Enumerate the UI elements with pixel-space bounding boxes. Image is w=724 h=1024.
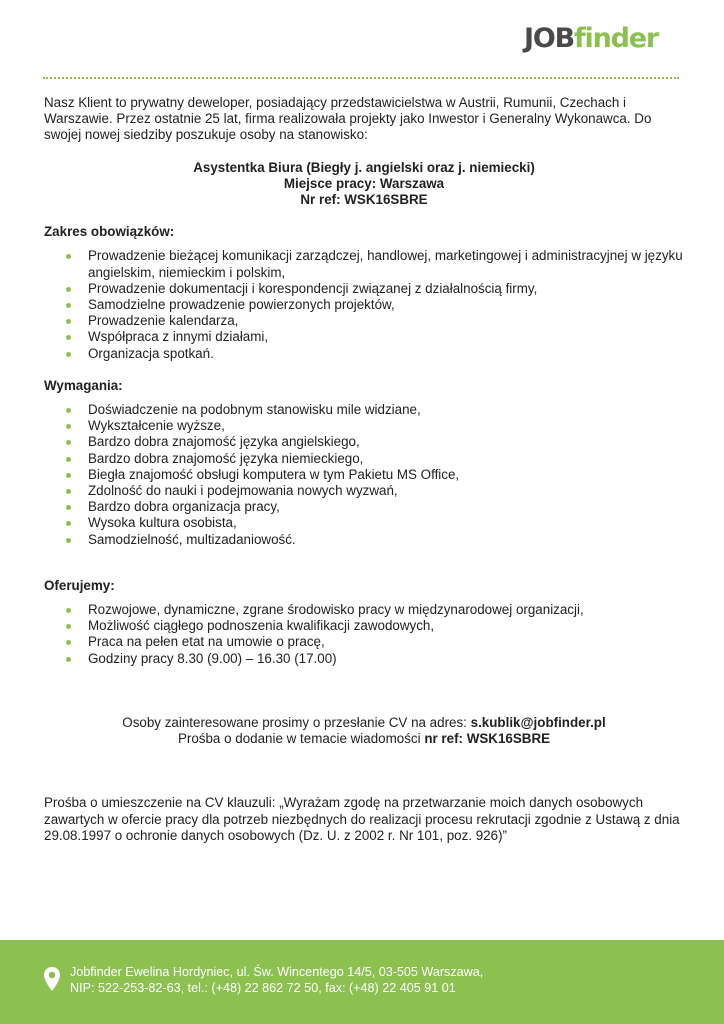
- logo-finder: finder: [574, 23, 658, 54]
- apply-ref: nr ref: WSK16SBRE: [424, 731, 551, 747]
- logo-job: JOB: [524, 23, 575, 54]
- bullet-icon: [66, 489, 71, 494]
- position-block: [44, 160, 684, 209]
- bullet-icon: [66, 408, 71, 413]
- requirement-item: Bardzo dobra znajomość języka angielskiego,: [44, 434, 684, 450]
- apply-line-2: Prośba o dodanie w temacie wiadomości nr ref: WSK16SBRE: [177, 731, 551, 747]
- bullet-icon: [66, 538, 71, 543]
- offer-item: Rozwojowe, dynamiczne, zgrane środowisko pracy w międzynarodowej organizacji,: [44, 602, 684, 618]
- bullet-icon: [66, 457, 71, 462]
- offer-item: Godziny pracy 8.30 (9.00) – 16.30 (17.00): [44, 651, 684, 667]
- requirements-heading: Wymagania:: [44, 377, 123, 393]
- requirement-item: Samodzielność, multizadaniowość.: [44, 532, 684, 548]
- duty-item: Prowadzenie dokumentacji i korespondencji związanej z działalnością firmy,: [44, 281, 684, 297]
- duties-list: [44, 248, 684, 361]
- consent-clause: Prośba o umieszczenie na CV klauzuli: „Wyrażam zgodę na przetwarzanie moich danych osobowych zawartych w ofercie pracy dla potrzeb niezbędnych do realizacji procesu rekrutacji zgodnie z Ustawą z dnia 29.08.1997 o ochronie danych osobowych (Dz. U. z 2002 r. Nr 101, poz. 926)”: [44, 795, 680, 843]
- bullet-icon: [66, 440, 71, 445]
- bullet-icon: [66, 319, 71, 324]
- requirement-item: Zdolność do nauki i podejmowania nowych wyzwań,: [44, 483, 684, 499]
- bullet-icon: [66, 657, 71, 662]
- document-body: [44, 95, 684, 844]
- bullet-icon: [66, 287, 71, 292]
- bullet-icon: [66, 640, 71, 645]
- footer-address: [70, 965, 483, 996]
- requirements-list: [44, 402, 684, 548]
- position-location: Miejsce pracy: Warszawa: [283, 175, 445, 191]
- requirement-item: Wykształcenie wyższe,: [44, 418, 684, 434]
- position-ref: Nr ref: WSK16SBRE: [300, 192, 428, 208]
- bullet-icon: [66, 521, 71, 526]
- apply-line-1: Osoby zainteresowane prosimy o przesłanie CV na adres: s.kublik@jobfinder.pl: [122, 714, 606, 730]
- contact-email-link[interactable]: s.kublik@jobfinder.pl: [470, 714, 606, 730]
- duties-heading: Zakres obowiązków:: [44, 224, 175, 240]
- duty-item: Organizacja spotkań.: [44, 346, 684, 362]
- offer-item: Praca na pełen etat na umowie o pracę,: [44, 634, 684, 650]
- duty-item: Samodzielne prowadzenie powierzonych projektów,: [44, 297, 684, 313]
- offer-list: [44, 602, 684, 667]
- bullet-icon: [66, 424, 71, 429]
- bullet-icon: [66, 473, 71, 478]
- offer-item: Możliwość ciągłego podnoszenia kwalifikacji zawodowych,: [44, 618, 684, 634]
- requirement-item: Bardzo dobra znajomość języka niemieckiego,: [44, 451, 684, 467]
- requirement-item: Wysoka kultura osobista,: [44, 515, 684, 531]
- bullet-icon: [66, 303, 71, 308]
- requirement-item: Doświadczenie na podobnym stanowisku mile widziane,: [44, 402, 684, 418]
- bullet-icon: [66, 608, 71, 613]
- duty-item: Prowadzenie kalendarza,: [44, 313, 684, 329]
- duty-item: Współpraca z innymi działami,: [44, 329, 684, 345]
- footer-address-line-1: Jobfinder Ewelina Hordyniec, ul. Św. Wincentego 14/5, 03-505 Warszawa,: [70, 965, 484, 979]
- bullet-icon: [66, 335, 71, 340]
- apply-block: [44, 715, 684, 747]
- position-title: Asystentka Biura (Biegły j. angielski oraz j. niemiecki): [193, 159, 535, 175]
- requirement-item: Biegła znajomość obsługi komputera w tym Pakietu MS Office,: [44, 467, 684, 483]
- bullet-icon: [66, 505, 71, 510]
- footer-bar: [0, 940, 724, 1024]
- offer-heading: Oferujemy:: [44, 577, 115, 593]
- bullet-icon: [66, 254, 71, 259]
- location-pin-icon: [43, 966, 61, 996]
- bullet-icon: [66, 624, 71, 629]
- requirement-item: Bardzo dobra organizacja pracy,: [44, 499, 684, 515]
- duty-item: Prowadzenie bieżącej komunikacji zarządczej, handlowej, marketingowej i administracyjnej w języku angielskim, niemieckim i polskim,: [44, 248, 684, 280]
- bullet-icon: [66, 352, 71, 357]
- dotted-divider: [43, 77, 679, 79]
- jobfinder-logo: [524, 22, 658, 56]
- intro-paragraph: Nasz Klient to prywatny deweloper, posiadający przedstawicielstwa w Austrii, Rumunii, Czechach i Warszawie. Przez ostatnie 25 lat, firma realizowała projekty jako Inwestor i Generalny Wykonawca. Do swojej nowej siedziby poszukuje osoby na stanowisko:: [44, 95, 652, 143]
- footer-address-line-2: NIP: 522-253-82-63, tel.: (+48) 22 862 72 50, fax: (+48) 22 405 91 01: [70, 980, 456, 995]
